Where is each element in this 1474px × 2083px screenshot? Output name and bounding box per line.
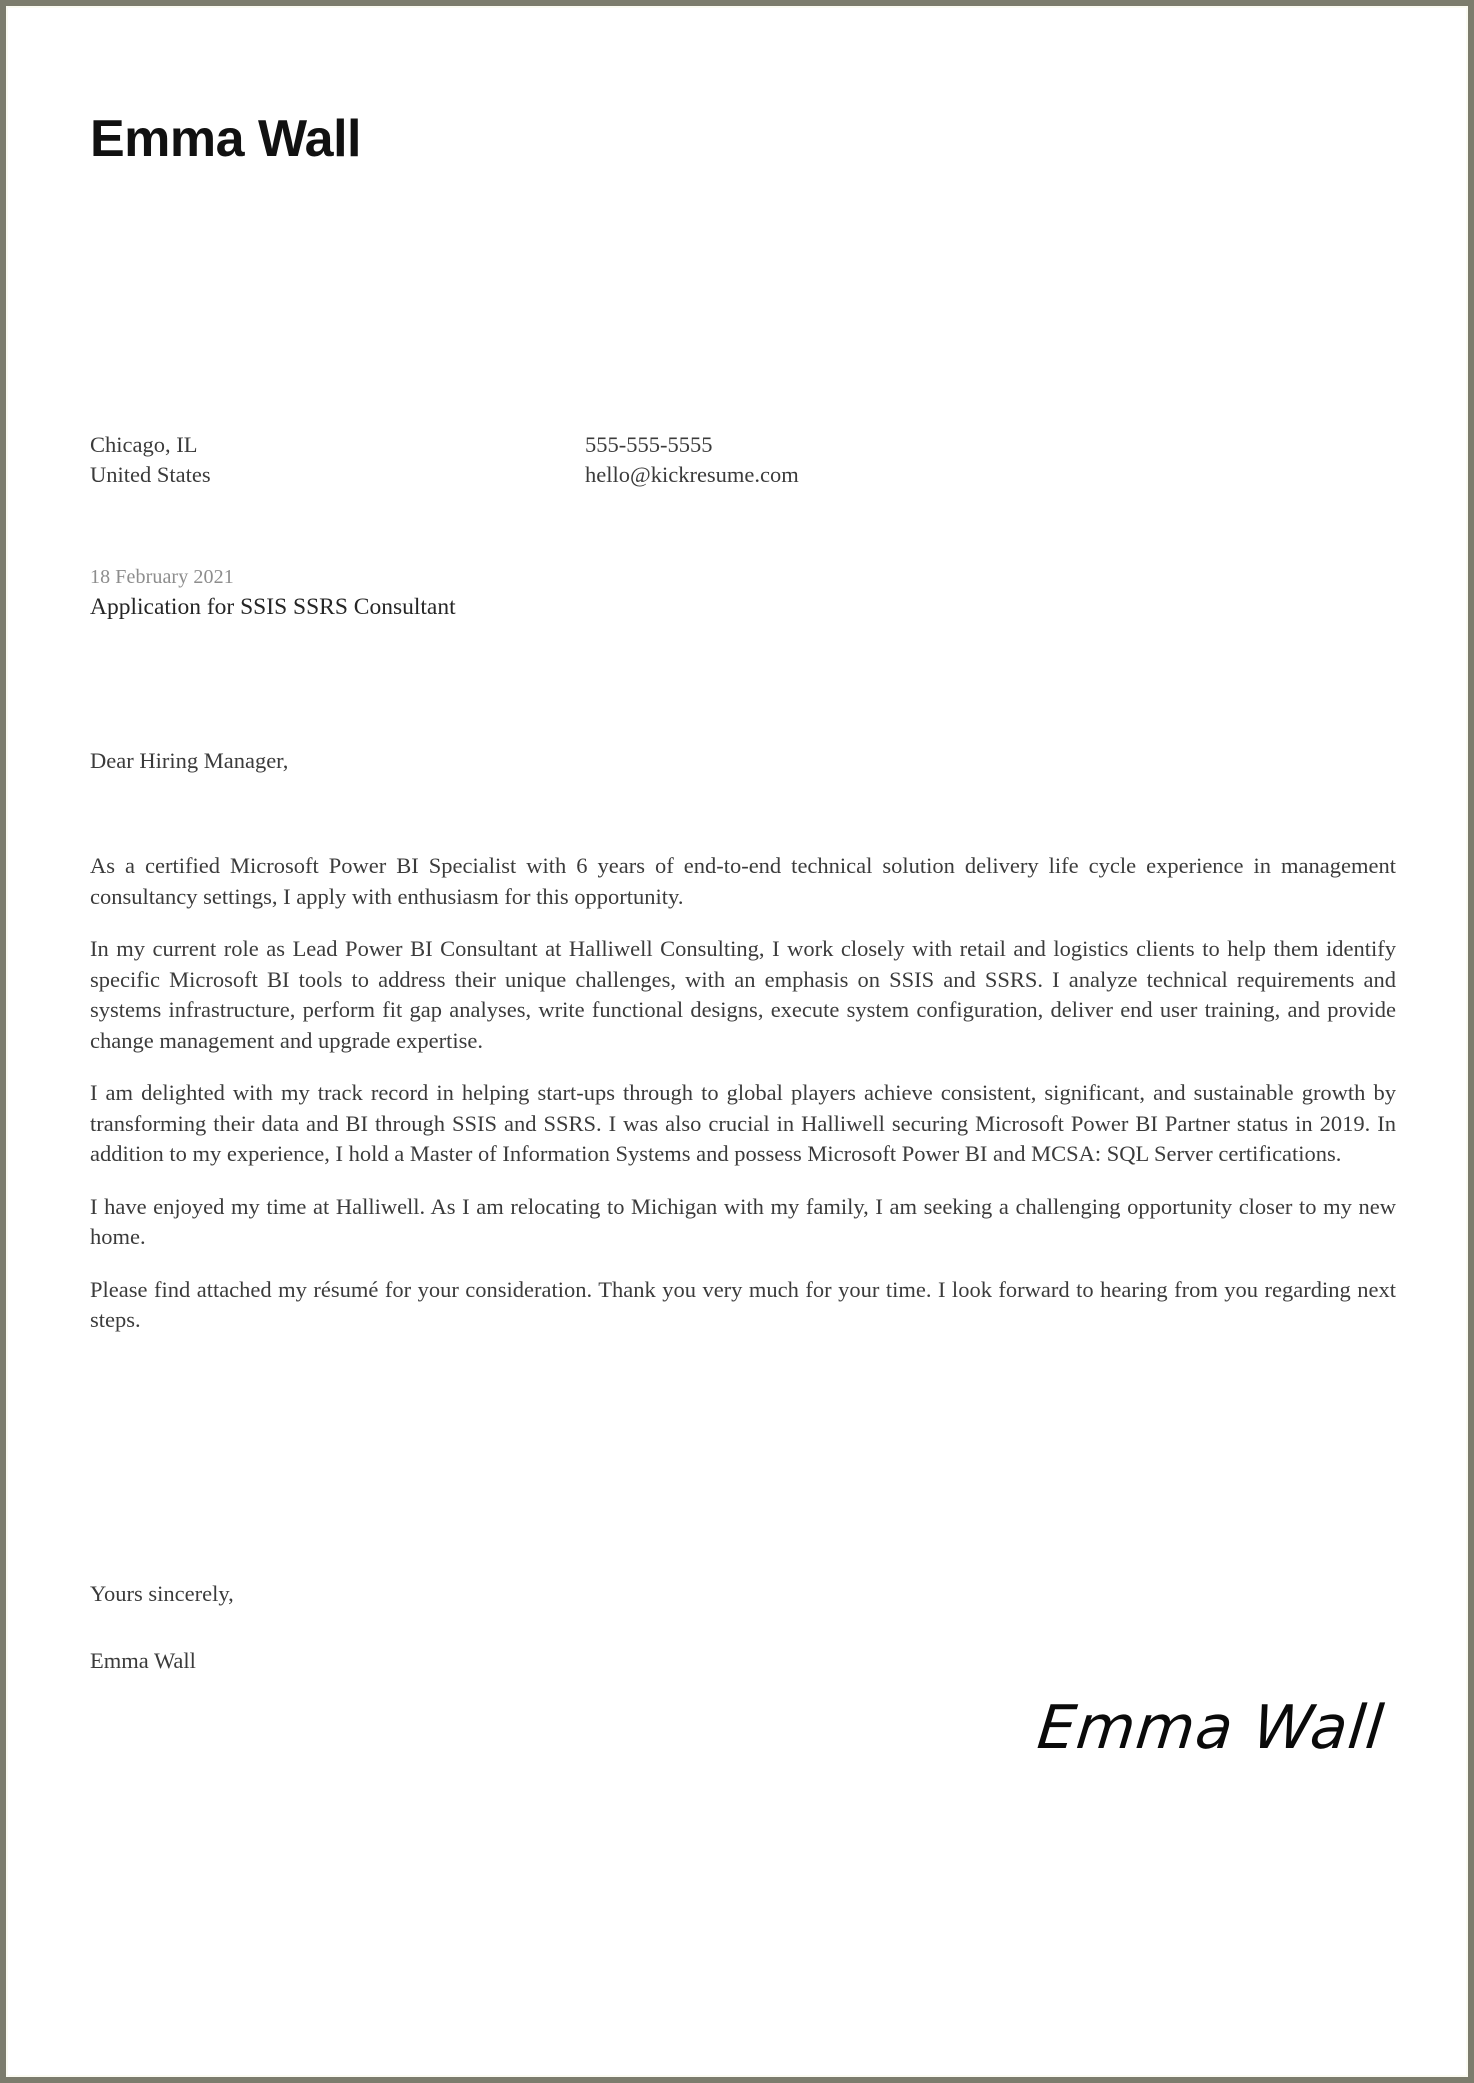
- contact-country: United States: [90, 462, 211, 487]
- body-paragraph: In my current role as Lead Power BI Consultant at Halliwell Consulting, I work closely with retail and logistics clients to help them identify specific Microsoft BI tools to address their unique challenges, with an emphasis on SSIS and SSRS. I analyze technical requirements and systems infrastructure, perform fit gap analyses, write functional designs, execute system configuration, deliver end user training, and provide change management and upgrade expertise.: [90, 936, 1396, 1053]
- contact-block: [90, 430, 1396, 490]
- letter-date: 18 February 2021: [90, 566, 234, 588]
- body-paragraph: I have enjoyed my time at Halliwell. As I am relocating to Michigan with my family, I am seeking a challenging opportunity closer to my new home.: [90, 1193, 1396, 1249]
- body-paragraph: Please find attached my résumé for your consideration. Thank you very much for your time. I look forward to hearing from you regarding next steps.: [90, 1276, 1396, 1332]
- contact-column-reach: [585, 430, 1185, 490]
- body-paragraph: I am delighted with my track record in helping start-ups through to global players achieve consistent, significant, and sustainable growth by transforming their data and BI through SSIS and SSRS. I was also crucial in Halliwell securing Microsoft Power BI Partner status in 2019. In addition to my experience, I hold a Master of Information Systems and possess Microsoft Power BI and MCSA: SQL Server certifications.: [90, 1080, 1396, 1166]
- letter-closing-block: [90, 1579, 234, 1676]
- contact-column-address: [90, 430, 585, 490]
- page-title: Emma Wall: [90, 110, 361, 168]
- contact-city-state: Chicago, IL: [90, 432, 198, 457]
- contact-email: hello@kickresume.com: [585, 462, 799, 487]
- contact-phone: 555-555-5555: [585, 432, 713, 457]
- letter-meta-block: [90, 563, 456, 623]
- letter-signed-name: Emma Wall: [90, 1648, 196, 1673]
- letter-closing: Yours sincerely,: [90, 1581, 234, 1606]
- page-sheet: [6, 6, 1468, 2077]
- letter-salutation: Dear Hiring Manager,: [90, 748, 289, 773]
- handwritten-signature: Emma Wall: [1034, 1693, 1388, 1763]
- letter-subject: Application for SSIS SSRS Consultant: [90, 594, 456, 620]
- body-paragraph: As a certified Microsoft Power BI Specialist with 6 years of end-to-end technical solution delivery life cycle experience in management consultancy settings, I apply with enthusiasm for this opportunity.: [90, 853, 1396, 909]
- letter-body: [90, 851, 1396, 1336]
